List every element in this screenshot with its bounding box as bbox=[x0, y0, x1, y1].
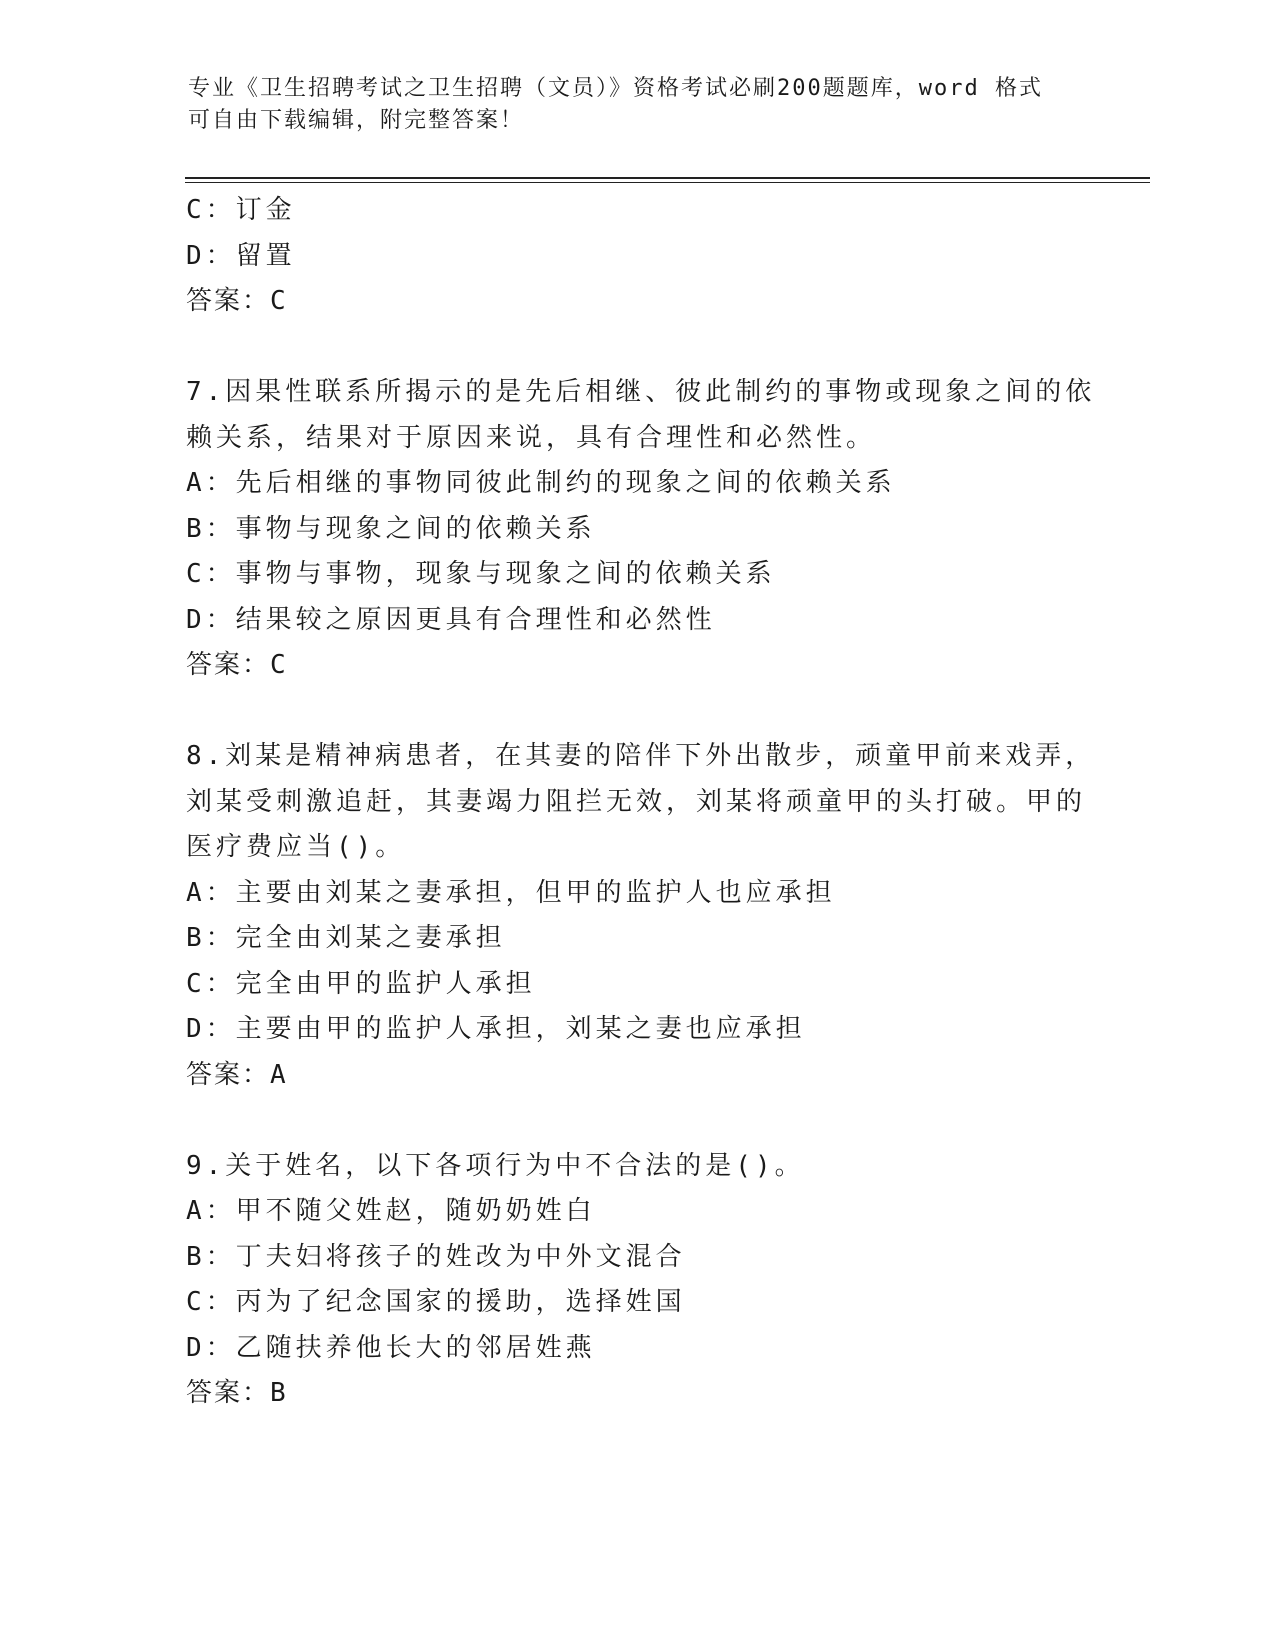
option-d: D：结果较之原因更具有合理性和必然性 bbox=[186, 604, 716, 635]
question-list bbox=[186, 188, 1096, 1417]
option-b: B：事物与现象之间的依赖关系 bbox=[186, 513, 596, 544]
option-b: B：丁夫妇将孩子的姓改为中外文混合 bbox=[186, 1241, 686, 1272]
spacer bbox=[186, 325, 1086, 371]
option-c: C：丙为了纪念国家的援助，选择姓国 bbox=[186, 1287, 686, 1317]
question-stem: 7.因果性联系所揭示的是先后相继、彼此制约的事物或现象之间的依 bbox=[186, 377, 1096, 407]
option-c: C：完全由甲的监护人承担 bbox=[186, 968, 536, 999]
option-d: D：乙随扶养他长大的邻居姓燕 bbox=[186, 1332, 596, 1363]
question-stem: 9.关于姓名，以下各项行为中不合法的是()。 bbox=[186, 1150, 805, 1181]
header-divider-thin bbox=[185, 182, 1150, 183]
spacer bbox=[186, 1098, 1086, 1144]
question-9 bbox=[186, 1144, 1086, 1417]
spacer bbox=[186, 689, 1086, 735]
answer-line: 答案：C bbox=[186, 286, 288, 316]
option-b: B：完全由刘某之妻承担 bbox=[186, 923, 506, 953]
question-stem: 8.刘某是精神病患者，在其妻的陪伴下外出散步，顽童甲前来戏弄， bbox=[186, 741, 1096, 771]
answer-line: 答案：C bbox=[186, 650, 288, 680]
option-c: C：事物与事物，现象与现象之间的依赖关系 bbox=[186, 559, 776, 589]
option-a: A：甲不随父姓赵，随奶奶姓白 bbox=[186, 1196, 596, 1226]
question-7 bbox=[186, 370, 1096, 689]
header-line-1: 专业《卫生招聘考试之卫生招聘（文员）》资格考试必刷200题题库，word 格式 bbox=[188, 76, 1043, 101]
option-d: D：主要由甲的监护人承担，刘某之妻也应承担 bbox=[186, 1014, 806, 1044]
question-stem: 刘某受刺激追赶，其妻竭力阻拦无效，刘某将顽童甲的头打破。甲的 bbox=[186, 786, 1087, 817]
question-stem: 赖关系，结果对于原因来说，具有合理性和必然性。 bbox=[186, 422, 877, 453]
answer-line: 答案：A bbox=[186, 1059, 288, 1090]
option-a: A：先后相继的事物同彼此制约的现象之间的依赖关系 bbox=[186, 468, 896, 498]
option-d: D：留置 bbox=[186, 240, 296, 271]
answer-line: 答案：B bbox=[186, 1378, 288, 1408]
option-c: C：订金 bbox=[186, 195, 296, 225]
question-stem: 医疗费应当()。 bbox=[186, 832, 406, 862]
option-a: A：主要由刘某之妻承担，但甲的监护人也应承担 bbox=[186, 877, 836, 908]
document-header bbox=[188, 73, 1088, 137]
question-6-tail bbox=[186, 188, 1086, 325]
question-8 bbox=[186, 734, 1096, 1098]
header-line-2: 可自由下载编辑，附完整答案！ bbox=[188, 108, 525, 133]
header-divider-thick bbox=[185, 177, 1150, 179]
